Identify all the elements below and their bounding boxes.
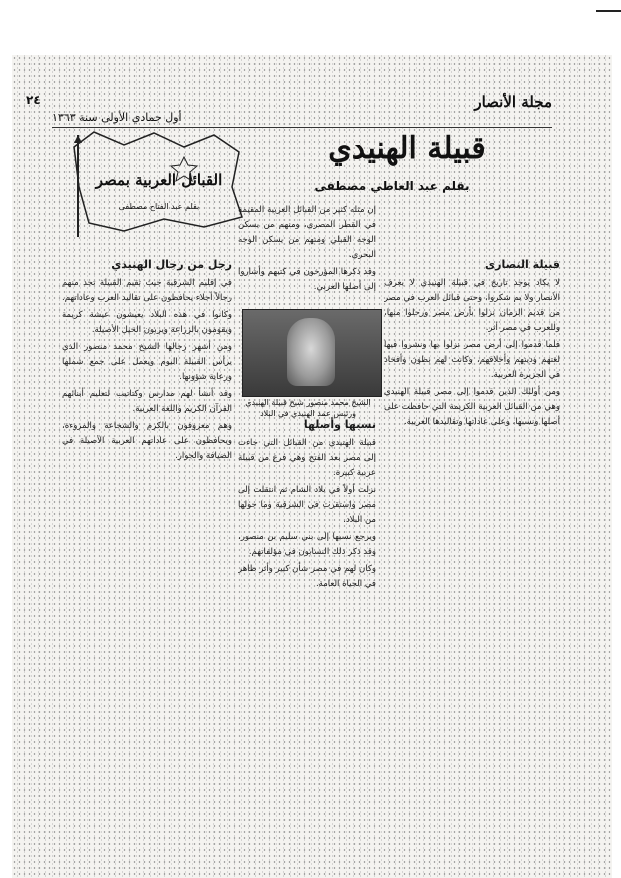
magazine-name: مجلة الأنصار <box>474 93 552 111</box>
middle-column-top <box>238 203 376 313</box>
right-column-heading: قبيلة النصارى <box>485 258 560 271</box>
logo-title: القبائل العربية بمصر <box>95 171 223 189</box>
paragraph: إن مثله كثير من القبائل العربية المقيمة في القطر المصري، ومنهم من يسكن الوجه القبلي ومنهم من يسكن الوجه البحري. <box>238 205 376 260</box>
paragraph: وقد أنشأ لهم مدارس وكتاتيب لتعليم أبنائهم القرآن الكريم واللغة العربية. <box>62 389 232 414</box>
right-column <box>384 255 560 855</box>
photo-caption: الشيخ محمد منصور شيخ قبيلة الهنيدي ورئيس عمد الهنيدي في البلاد <box>245 398 371 418</box>
page-number: ٢٤ <box>26 93 41 107</box>
middle-column-bottom <box>238 415 376 865</box>
paragraph: نزلت أولاً في بلاد الشام ثم انتقلت إلى مصر واستقرت في الشرقية وما حولها من البلاد. <box>238 485 376 525</box>
tribes-logo <box>64 127 254 247</box>
paragraph: فلما قدموا إلى أرض مصر نزلوا بها ونشروا فيها لغتهم ودينهم وأخلاقهم، وكانت لهم بطون وأفخاذ في الجزيرة العربية. <box>384 340 560 380</box>
logo-subtitle: بقلم عبد الفتاح مصطفى <box>118 202 200 211</box>
chief-photo <box>242 309 382 397</box>
paragraph: في إقليم الشرقية حيث تقيم القبيلة تجد منهم رجالاً أجلاء يحافظون على تقاليد العرب وعاداتهم. <box>62 278 232 303</box>
left-column <box>62 255 232 865</box>
paragraph: وقد ذكرها المؤرخون في كتبهم وأشاروا إلى أصلها العربي. <box>238 267 376 292</box>
paragraph: ومن أولئك الذين قدموا إلى مصر قبيلة الهنيدي وهي من القبائل العربية الكريمة التي حافظت على أصلها ونسبها، وعلى عاداتها وتقاليدها العربية. <box>384 387 560 427</box>
paragraph: قبيلة الهنيدي من القبائل التي جاءت إلى مصر بعد الفتح وهي فرع من قبيلة عربية كبيرة. <box>238 438 376 478</box>
issue-date: أول جمادي الأولى سنة ١٣٦٣ <box>52 111 182 124</box>
paragraph: وكان لهم في مصر شأن كبير وأثر ظاهر في الحياة العامة. <box>238 564 376 589</box>
scanned-magazine-page <box>12 55 612 878</box>
top-edge-line <box>596 10 621 12</box>
article-byline: بقلم عبد العاطي مصطفى <box>314 179 470 193</box>
paragraph: ويرجع نسبها إلى بني سليم بن منصور، وقد ذكر ذلك النسابون في مؤلفاتهم. <box>238 532 376 557</box>
left-column-heading: رجل من رجال الهنيدي <box>111 258 232 271</box>
portrait-figure <box>287 318 335 386</box>
paragraph: لا يكاد يوجد تاريخ في قبيلة الهنيدي لا يعرف الأنصار ولا بم شكروا، وحتى قبائل العرب في مصر من قديم الزمان نزلوا بأرض مصر ورحلوا منها، وللعرب في مصر أثر. <box>384 278 560 333</box>
middle-column-heading: نسبها وأصلها <box>303 418 376 431</box>
page-header <box>26 93 552 128</box>
paragraph: وهم معروفون بالكرم والشجاعة والمروءة، ويحافظون على عاداتهم العربية الأصيلة في الضيافة والجوار. <box>62 421 232 461</box>
article-title: قبيلة الهنيدي <box>328 131 486 166</box>
paragraph: ومن أشهر رجالها الشيخ محمد منصور الذي يرأس القبيلة اليوم ويعمل على جمع شملها ورعاية شؤونها. <box>62 342 232 382</box>
paragraph: وكانوا في هذه البلاد يعيشون عيشة كريمة ويقومون بالزراعة ويربون الخيل الأصيلة. <box>62 310 232 335</box>
